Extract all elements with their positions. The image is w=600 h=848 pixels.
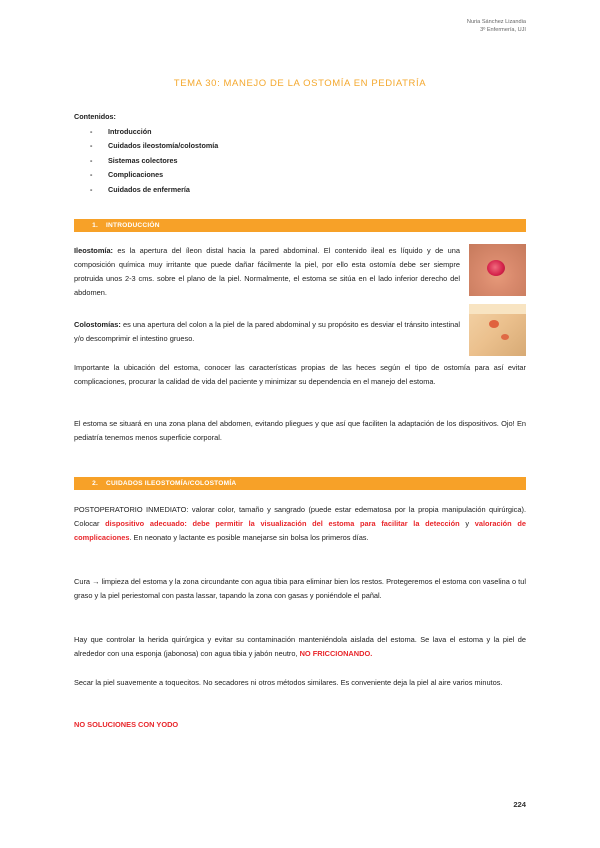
warning-line: NO SOLUCIONES CON YODO <box>74 720 179 729</box>
header-author: Nuria Sánchez Lizandia <box>466 19 526 25</box>
importance-paragraph: Importante la ubicación del estoma, conocer las características propias de las heces según el tipo de ostomía para así evitar complicaciones, procurar la calidad de vida del paciente y minimizar su dependencia en el manejo del estoma. <box>74 363 526 386</box>
section-title: INTRODUCCIÓN <box>106 222 160 229</box>
cura-paragraph: Cura → limpieza del estoma y la zona circundante con agua tibia para eliminar bien los restos. Protegeremos el estoma con vaselina o tul graso y la piel periestomal con pasta lassar, tapando la zona con gasas y poniéndole el pañal. <box>74 577 526 600</box>
page-number: 224 <box>513 800 526 809</box>
page-title: TEMA 30: MANEJO DE LA OSTOMÍA EN PEDIATRÍA <box>173 78 427 89</box>
highlight-complicaciones: valoración de complicaciones <box>74 519 526 542</box>
ileostomy-photo <box>469 244 526 296</box>
highlight-no-friccionando: NO FRICCIONANDO. <box>299 649 373 658</box>
toc-item: - Introducción <box>90 126 152 136</box>
toc-heading: Contenidos: <box>74 112 116 121</box>
toc-item: - Cuidados de enfermería <box>90 184 190 194</box>
location-paragraph: El estoma se situará en una zona plana del abdomen, evitando pliegues y que así que faciliten la adaptación de los dispositivos. Ojo! En pediatría tenemos menos superficie corporal. <box>74 419 526 442</box>
ileostomia-term: Ileostomía: <box>74 246 114 255</box>
ileostomia-paragraph <box>74 244 460 300</box>
toc-item: - Sistemas colectores <box>90 155 178 165</box>
section-title: CUIDADOS ILEOSTOMÍA/COLOSTOMÍA <box>106 480 237 487</box>
toc-list <box>74 125 218 198</box>
colostomia-term: Colostomías: <box>74 320 121 329</box>
page-header <box>467 18 526 34</box>
highlight-dispositivo: dispositivo adecuado: debe permitir la visualización del estoma para facilitar la detección <box>105 519 460 528</box>
section-number: 2. <box>92 480 98 487</box>
colostomia-paragraph <box>74 318 460 346</box>
header-course: 3º Enfermería, UJI <box>480 27 526 33</box>
ileostomia-text: es la apertura del íleon distal hacia la pared abdominal. El contenido ileal es líquido y de una composición química muy irritante que puede dañar fácilmente la piel, por ello esta ostomía debe ser siempre protruida unos 2-3 cms. sobre el plano de la piel. Normalmente, el estoma se sitúa en el lado inferior derecho del abdomen. <box>74 246 460 297</box>
section-number: 1. <box>92 222 98 229</box>
secar-paragraph: Secar la piel suavemente a toquecitos. No secadores ni otros métodos similares. Es conveniente deja la piel al aire varios minutos. <box>74 678 503 687</box>
section-heading-introduccion <box>74 219 526 232</box>
herida-paragraph: Hay que controlar la herida quirúrgica y evitar su contaminación manteniéndola aislada del estoma. Se lava el estoma y la piel de alrededor con una esponja (jabonosa) con agua tibia y jabón neutro, NO FRICCIONANDO. <box>74 635 526 658</box>
colostomia-text: es una apertura del colon a la piel de la pared abdominal y su propósito es desviar el tránsito intestinal y/o descomprimir el intestino grueso. <box>74 320 460 343</box>
toc-item: - Complicaciones <box>90 170 164 179</box>
table-of-contents <box>74 110 218 197</box>
toc-item: - Cuidados ileostomía/colostomía <box>90 141 219 150</box>
postoperatorio-paragraph: POSTOPERATORIO INMEDIATO: valorar color, tamaño y sangrado (puede estar edematosa por la propia manipulación quirúrgica). Colocar dispositivo adecuado: debe permitir la visualización del estoma para facilitar la detección y valoración de complicaciones. En neonato y lactante es posible manejarse sin bolsa los primeros días. <box>74 505 526 542</box>
section-heading-cuidados <box>74 477 526 490</box>
colostomy-photo <box>469 304 526 356</box>
